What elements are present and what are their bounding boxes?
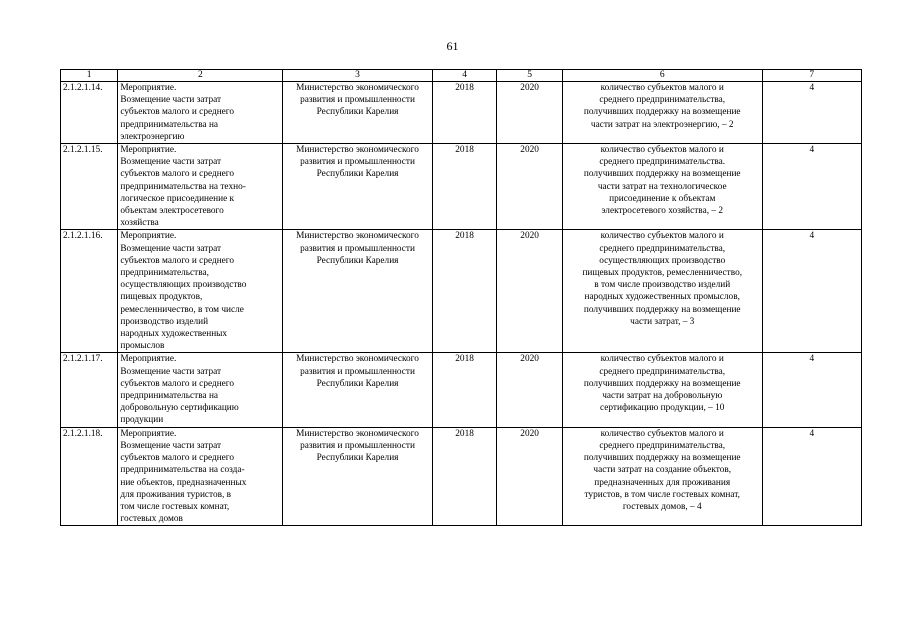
col7-cell: 4 xyxy=(762,427,861,526)
executor-cell-line: Министерство экономического xyxy=(296,83,419,93)
executor-cell xyxy=(283,427,433,526)
indicator-cell-line: количество субъектов малого и xyxy=(600,354,724,365)
item-code-cell: 2.1.2.1.14. xyxy=(61,82,118,144)
indicator-cell-line: сертификацию продукции, – 10 xyxy=(600,403,725,414)
table-body xyxy=(61,82,862,526)
executor-cell xyxy=(283,82,433,144)
executor-cell-line: развития и промышленности xyxy=(300,243,415,254)
table-row xyxy=(61,144,862,230)
event-cell-line: субъектов малого и среднего xyxy=(120,255,235,266)
executor-cell xyxy=(283,353,433,427)
indicator-cell-line: получивших поддержку на возмещение xyxy=(583,304,741,315)
event-cell-line: Возмещение части затрат xyxy=(120,95,222,106)
event-cell-line: ремесленничество, в том числе xyxy=(120,304,244,315)
col7-cell: 4 xyxy=(762,230,861,353)
end-year-cell: 2020 xyxy=(497,144,563,230)
start-year-cell: 2018 xyxy=(432,353,497,427)
event-cell-line: логическое присоединение к xyxy=(120,193,235,204)
event-cell-line: осуществляющих производство xyxy=(120,280,247,291)
event-cell-line: хозяйства xyxy=(120,218,159,229)
indicator-cell-line: присоединение к объектам xyxy=(609,193,716,204)
table-row xyxy=(61,230,862,353)
indicator-cell-line: электросетевого хозяйства, – 2 xyxy=(601,206,723,217)
event-cell-line: субъектов малого и среднего xyxy=(120,107,235,118)
event-cell-line: том числе гостевых комнат, xyxy=(120,501,230,512)
col7-cell: 4 xyxy=(762,353,861,427)
page-number: 61 xyxy=(446,39,459,53)
indicator-cell-line: туристов, в том числе гостевых комнат, xyxy=(584,489,740,500)
indicator-cell-line: народных художественных промыслов, xyxy=(584,292,740,303)
indicator-cell xyxy=(562,353,762,427)
indicator-cell-line: количество субъектов малого и xyxy=(600,231,724,242)
start-year-cell: 2018 xyxy=(432,427,497,526)
indicator-cell-line: получивших поддержку на возмещение xyxy=(583,107,741,118)
indicator-cell-line: части затрат на создание объектов, xyxy=(593,465,732,476)
program-table xyxy=(60,69,862,526)
header-row xyxy=(61,70,862,82)
indicator-cell-line: количество субъектов малого и xyxy=(600,428,724,439)
event-cell-line: предпринимательства на xyxy=(120,119,219,130)
event-cell xyxy=(118,427,283,526)
event-cell-line: ние объектов, предназначенных xyxy=(120,477,247,488)
executor-cell xyxy=(283,144,433,230)
executor-cell-line: Республики Карелия xyxy=(316,453,399,464)
header-col-1: 1 xyxy=(61,70,118,82)
event-cell-line: Мероприятие. xyxy=(120,354,177,365)
col7-cell: 4 xyxy=(762,82,861,144)
indicator-cell-line: среднего предпринимательства, xyxy=(599,243,726,254)
executor-cell-line: Министерство экономического xyxy=(296,231,419,242)
indicator-cell-line: количество субъектов малого и xyxy=(600,145,724,156)
event-cell-line: предпринимательства на техно- xyxy=(120,181,246,192)
indicator-cell xyxy=(562,82,762,144)
table-header xyxy=(61,70,862,82)
table-row xyxy=(61,82,862,144)
event-cell-line: субъектов малого и среднего xyxy=(120,453,235,464)
event-cell-line: Мероприятие. xyxy=(120,145,177,156)
start-year-cell: 2018 xyxy=(432,82,497,144)
event-cell-line: народных художественных xyxy=(120,329,228,340)
event-cell-line: промыслов xyxy=(120,341,165,352)
executor-cell-line: Республики Карелия xyxy=(316,107,399,118)
header-col-6: 6 xyxy=(562,70,762,82)
indicator-cell xyxy=(562,144,762,230)
event-cell-line: субъектов малого и среднего xyxy=(120,378,235,389)
executor-cell-line: развития и промышленности xyxy=(300,440,415,451)
event-cell xyxy=(118,82,283,144)
indicator-cell-line: количество субъектов малого и xyxy=(600,83,724,93)
indicator-cell-line: среднего предпринимательства, xyxy=(599,95,726,106)
indicator-cell-line: среднего предпринимательства, xyxy=(599,366,726,377)
event-cell xyxy=(118,353,283,427)
executor-cell xyxy=(283,230,433,353)
executor-cell-line: Министерство экономического xyxy=(296,145,419,156)
event-cell-line: объектам электросетевого xyxy=(120,206,224,217)
event-cell-line: Мероприятие. xyxy=(120,83,177,93)
event-cell xyxy=(118,144,283,230)
indicator-cell-line: получивших поддержку на возмещение xyxy=(583,169,741,180)
indicator-cell-line: предназначенных для проживания xyxy=(594,477,731,488)
end-year-cell: 2020 xyxy=(497,230,563,353)
indicator-cell-line: части затрат на добровольную xyxy=(602,391,723,402)
indicator-cell-line: получивших поддержку на возмещение xyxy=(583,453,741,464)
indicator-cell-line: осуществляющих производство xyxy=(599,255,726,266)
end-year-cell: 2020 xyxy=(497,427,563,526)
event-cell-line: субъектов малого и среднего xyxy=(120,169,235,180)
event-cell-line: пищевых продуктов, xyxy=(120,292,203,303)
event-cell-line: гостевых домов xyxy=(120,514,183,525)
event-cell-line: Мероприятие. xyxy=(120,428,177,439)
col7-cell: 4 xyxy=(762,144,861,230)
executor-cell-line: Республики Карелия xyxy=(316,378,399,389)
table-row xyxy=(61,427,862,526)
indicator-cell-line: части затрат, – 3 xyxy=(630,316,695,327)
header-col-4: 4 xyxy=(432,70,497,82)
item-code-cell: 2.1.2.1.15. xyxy=(61,144,118,230)
item-code-cell: 2.1.2.1.16. xyxy=(61,230,118,353)
indicator-cell-line: среднего предпринимательства, xyxy=(599,440,726,451)
indicator-cell-line: гостевых домов, – 4 xyxy=(622,501,702,512)
event-cell-line: Возмещение части затрат xyxy=(120,440,222,451)
event-cell-line: производство изделий xyxy=(120,316,209,327)
start-year-cell: 2018 xyxy=(432,144,497,230)
indicator-cell-line: среднего предпринимательства. xyxy=(599,157,726,168)
start-year-cell: 2018 xyxy=(432,230,497,353)
header-col-7: 7 xyxy=(762,70,861,82)
header-col-2: 2 xyxy=(118,70,283,82)
event-cell-line: предпринимательства, xyxy=(120,268,209,279)
end-year-cell: 2020 xyxy=(497,353,563,427)
indicator-cell-line: части затрат на электроэнергию, – 2 xyxy=(590,119,734,130)
event-cell-line: электроэнергию xyxy=(120,131,185,142)
executor-cell-line: Республики Карелия xyxy=(316,255,399,266)
indicator-cell xyxy=(562,230,762,353)
indicator-cell-line: части затрат на технологическое xyxy=(597,181,727,192)
event-cell-line: предпринимательства на xyxy=(120,391,219,402)
executor-cell-line: развития и промышленности xyxy=(300,157,415,168)
executor-cell-line: Министерство экономического xyxy=(296,428,419,439)
event-cell xyxy=(118,230,283,353)
event-cell-line: предпринимательства на созда- xyxy=(120,465,245,476)
event-cell-line: Возмещение части затрат xyxy=(120,243,222,254)
executor-cell-line: развития и промышленности xyxy=(300,95,415,106)
indicator-cell-line: пищевых продуктов, ремесленничество, xyxy=(582,268,743,279)
executor-cell-line: Республики Карелия xyxy=(316,169,399,180)
event-cell-line: Возмещение части затрат xyxy=(120,366,222,377)
table-row xyxy=(61,353,862,427)
event-cell-line: продукции xyxy=(120,415,164,426)
item-code-cell: 2.1.2.1.18. xyxy=(61,427,118,526)
indicator-cell-line: в том числе производство изделий xyxy=(594,280,731,291)
indicator-cell xyxy=(562,427,762,526)
event-cell-line: Мероприятие. xyxy=(120,231,177,242)
executor-cell-line: Министерство экономического xyxy=(296,354,419,365)
event-cell-line: для проживания туристов, в xyxy=(120,489,232,500)
indicator-cell-line: получивших поддержку на возмещение xyxy=(583,378,741,389)
header-col-5: 5 xyxy=(497,70,563,82)
header-col-3: 3 xyxy=(283,70,433,82)
event-cell-line: добровольную сертификацию xyxy=(120,403,239,414)
end-year-cell: 2020 xyxy=(497,82,563,144)
executor-cell-line: развития и промышленности xyxy=(300,366,415,377)
event-cell-line: Возмещение части затрат xyxy=(120,157,222,168)
item-code-cell: 2.1.2.1.17. xyxy=(61,353,118,427)
